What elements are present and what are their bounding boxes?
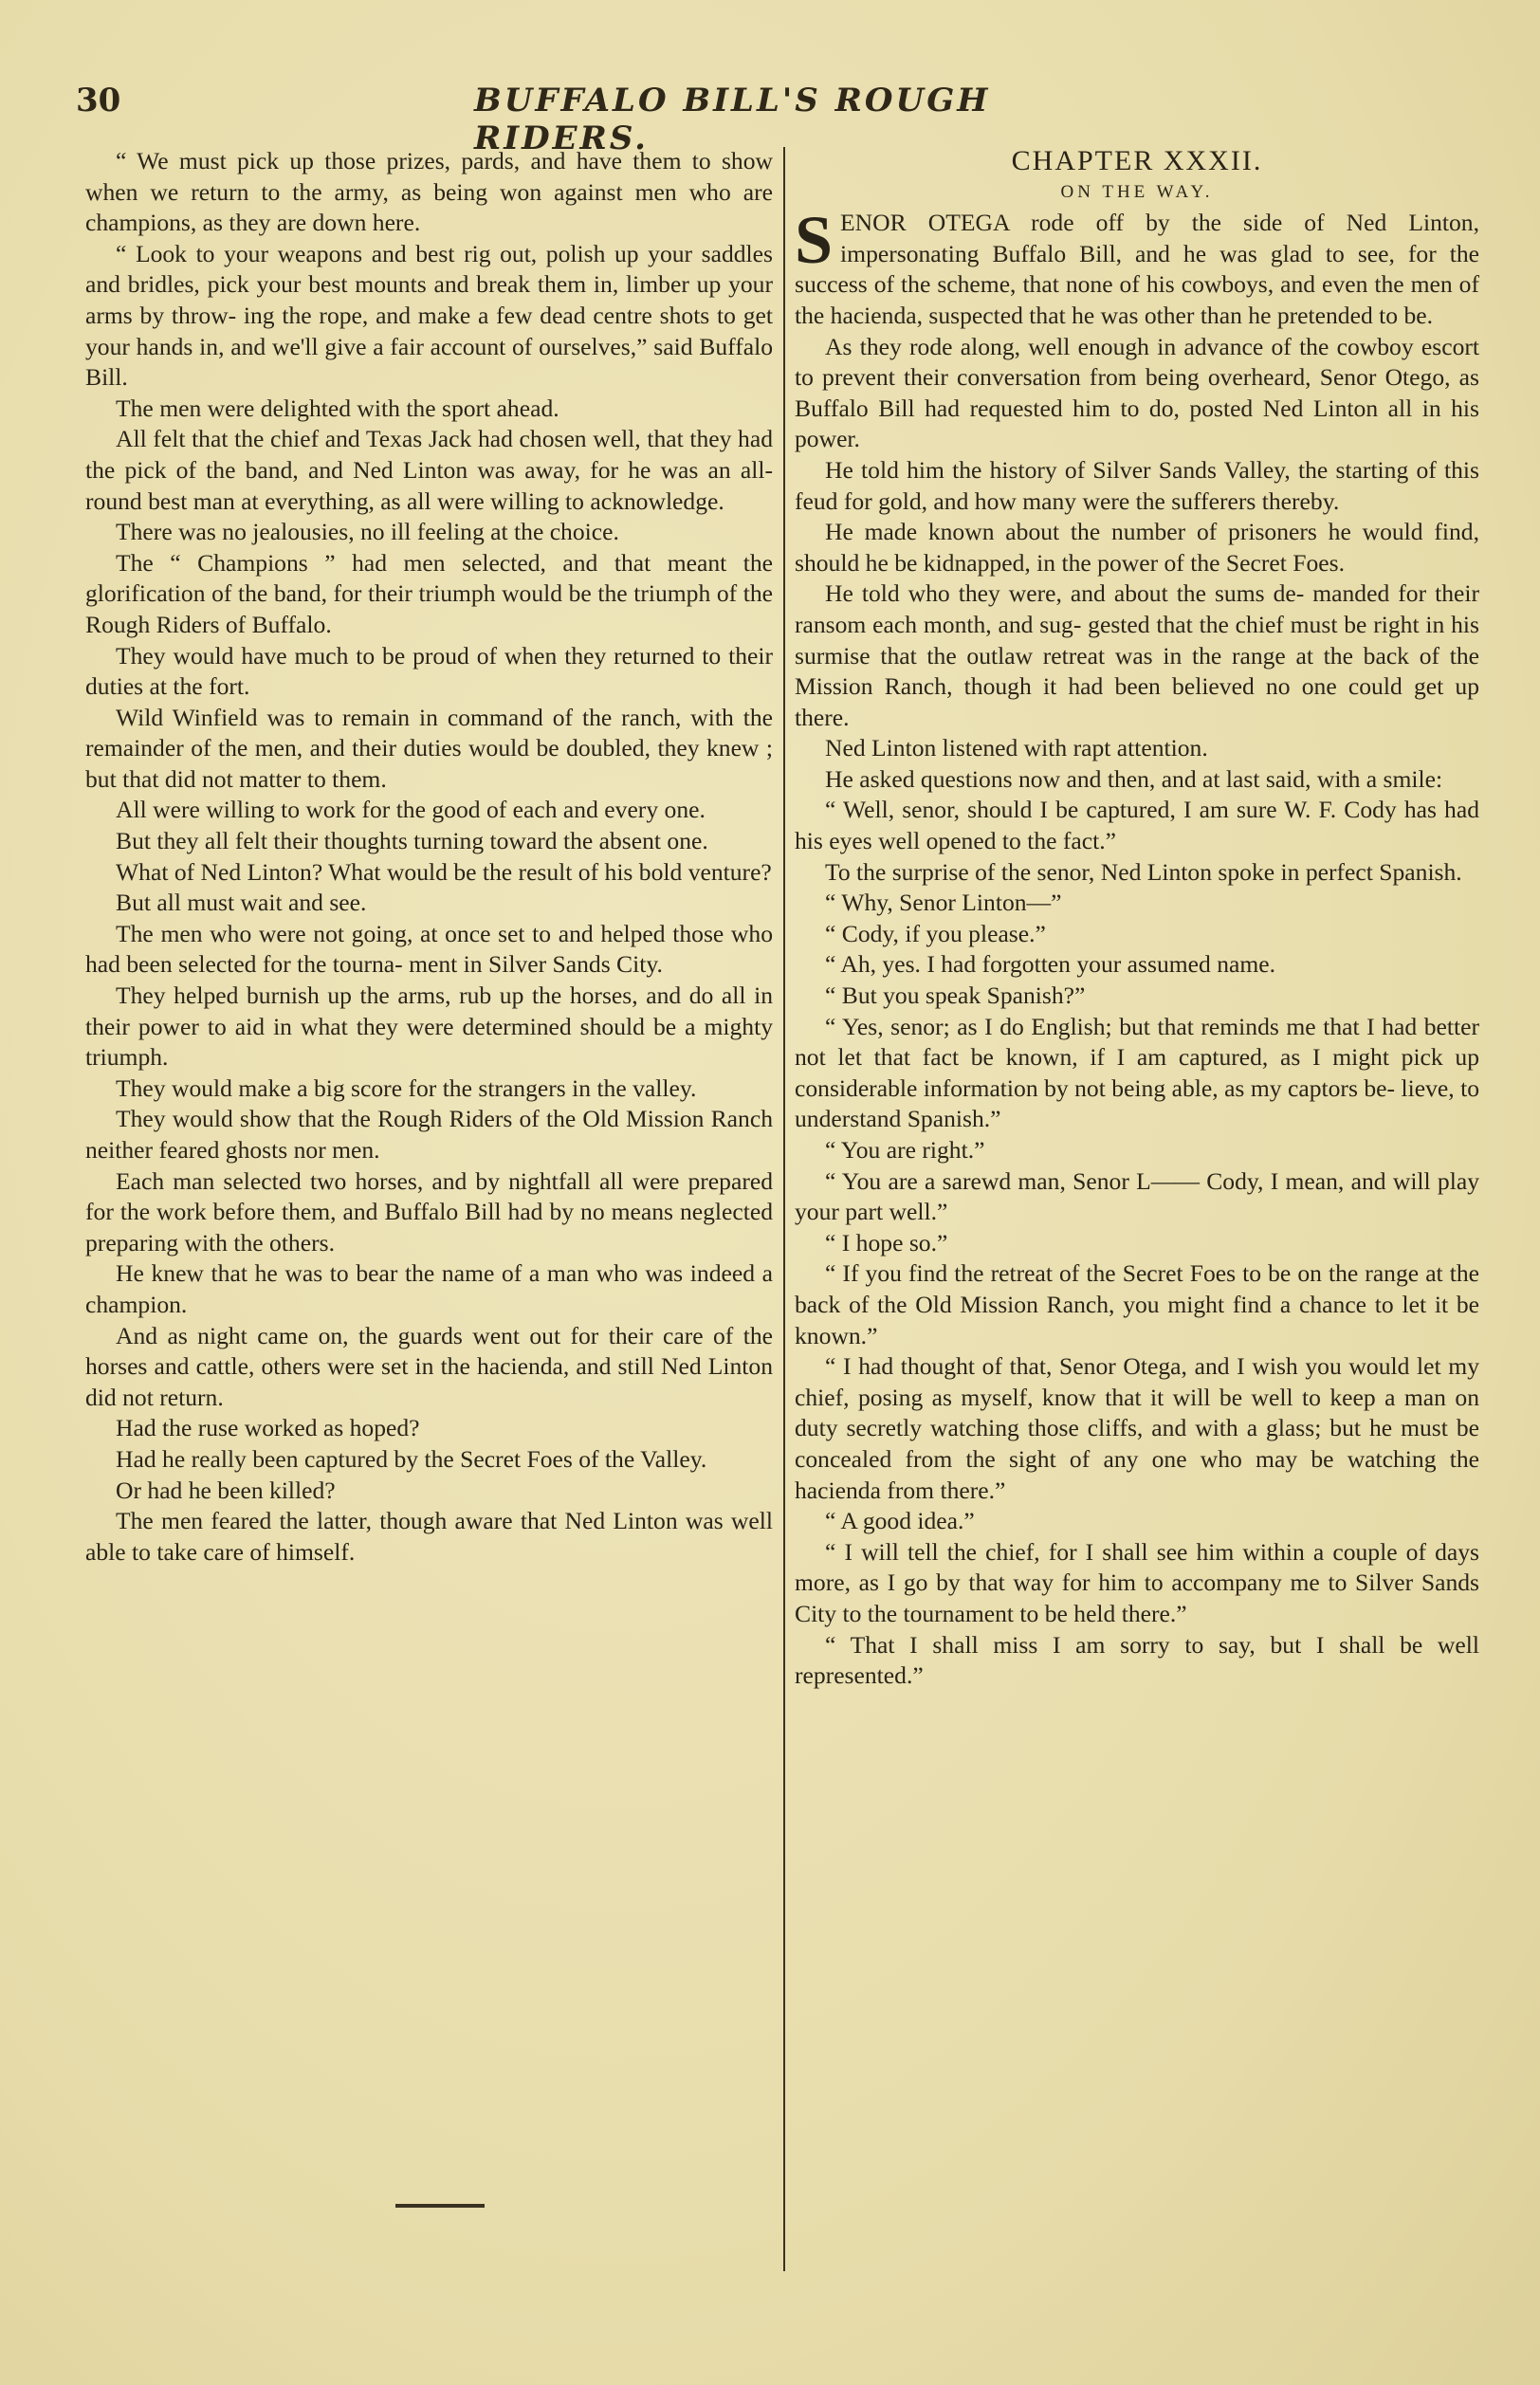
paragraph: All felt that the chief and Texas Jack had chosen well, that they had the pick of the band, and Ned Linton was away, for he was an all- round best man at everything, as all were willing to acknowledge. [85,425,773,515]
paragraph: They would show that the Rough Riders of the Old Mission Ranch neither feared ghosts nor men. [85,1105,773,1164]
page-number: 30 [76,82,121,119]
paragraph: The men feared the latter, though aware that Ned Linton was well able to take care of himself. [85,1507,773,1566]
paragraph: All were willing to work for the good of each and every one. [116,796,706,824]
paragraph: What of Ned Linton? What would be the result of his bold venture? [116,857,772,886]
paragraph: “ You are right.” [825,1136,985,1164]
opening-paragraph [795,202,1479,331]
paragraph: The “ Champions ” had men selected, and that meant the glorification of the band, for their triumph would be the triumph of the Rough Riders of Buffalo. [85,548,773,638]
paragraph: The men who were not going, at once set to and helped those who had been selected for the tourna- ment in Silver Sands City. [85,919,773,979]
paragraph: “ You are a sarewd man, Senor L—— Cody, I mean, and will play your part well.” [795,1166,1479,1226]
paragraph: They would have much to be proud of when they returned to their duties at the fort. [85,641,773,701]
paragraph: They would make a big score for the strangers in the valley. [116,1073,697,1102]
paragraph: “ If you find the retreat of the Secret Foes to be on the range at the back of the Old Mission Ranch, you might find a chance to let it be known.” [795,1259,1479,1349]
column-divider [783,147,785,2271]
paragraph: Or had he been killed? [116,1476,336,1504]
paragraph: “ Why, Senor Linton—” [825,889,1062,917]
paragraph: They helped burnish up the arms, rub up the horses, and do all in their power to aid in what they were determined should be a mighty triumph. [85,982,773,1072]
paragraph: And as night came on, the guards went out for their care of the horses and cattle, others were set in the hacienda, and still Ned Linton did not return. [85,1321,773,1411]
paragraph: “ Ah, yes. I had forgotten your assumed name. [825,950,1276,979]
paragraph: Had the ruse worked as hoped? [116,1414,420,1442]
paragraph: Had he really been captured by the Secret Foes of the Valley. [116,1444,707,1473]
paragraph: “ I will tell the chief, for I shall see him within a couple of days more, as I go by that way for him to accompany me to Silver Sands City to the tournament to be held there.” [795,1537,1479,1627]
paragraph: But all must wait and see. [116,889,367,917]
paragraph: Wild Winfield was to remain in command of the ranch, with the remainder of the men, and their duties would be doubled, they knew ; but that did not matter to them. [85,703,773,793]
section-end-rule [395,2204,485,2208]
paragraph: He made known about the number of prisoners he would find, should he be kidnapped, in the power of the Secret Foes. [795,518,1479,577]
running-head: BUFFALO BILL'S ROUGH RIDERS. [474,82,991,157]
right-column [795,146,1479,1692]
left-column [85,146,773,1568]
paragraph: The men were delighted with the sport ahead. [116,394,559,422]
drop-cap: S [795,202,834,279]
paragraph: He knew that he was to bear the name of a man who was indeed a champion. [85,1259,773,1318]
paragraph: “ That I shall miss I am sorry to say, but I shall be well represented.” [795,1630,1479,1690]
chapter-number: CHAPTER XXXII. [1011,145,1263,176]
paragraph: “ But you speak Spanish?” [825,982,1086,1010]
paragraph: He asked questions now and then, and at last said, with a smile: [825,764,1443,793]
paragraph: “ Cody, if you please.” [825,919,1046,947]
paragraph: “ I hope so.” [825,1228,948,1257]
paragraph: As they rode along, well enough in advance of the cowboy escort to prevent their conversation from being overheard, Senor Otego, as Buffalo Bill had requested him to do, posted Ned Linton all in his power. [795,332,1479,453]
opening-paragraph-text: ENOR OTEGA rode off by the side of Ned Linton, impersonating Buffalo Bill, and he was glad to see, for the success of the scheme, that none of his cowboys, and even the men of the hacienda, suspected that he was other than he pretended to be. [795,209,1479,329]
paragraph: “ Look to your weapons and best rig out, polish up your saddles and bridles, pick your best mounts and break them in, limber up your arms by throw- ing the rope, and make a few dead centre shots to get your hands in, and we'll give a fair account of ourselves,” said Buffalo Bill. [85,239,773,392]
paragraph: “ A good idea.” [825,1507,975,1535]
paragraph: He told who they were, and about the sums de- manded for their ransom each month, and sug- gested that the chief must be right in his surmise that the outlaw retreat was in the range at the back of the Mission Ranch, though it had been believed no one could get up there. [795,579,1479,731]
paragraph: There was no jealousies, no ill feeling at the choice. [116,518,619,546]
paragraph: But they all felt their thoughts turning toward the absent one. [116,827,708,855]
chapter-title: ON THE WAY. [1060,181,1214,202]
paragraph: “ Well, senor, should I be captured, I am sure W. F. Cody has had his eyes well opened to the fact.” [795,796,1479,855]
paragraph: To the surprise of the senor, Ned Linton spoke in perfect Spanish. [825,857,1462,886]
paragraph: Each man selected two horses, and by nightfall all were prepared for the work before them, and Buffalo Bill had by no means neglected preparing with the others. [85,1166,773,1257]
paragraph: “ I had thought of that, Senor Otega, and I wish you would let my chief, posing as myself, know that it will be well to keep a man on duty secretly watching those cliffs, and with a glass; but he must be concealed from the sight of any one who may be watching the hacienda from there.” [795,1352,1479,1504]
paragraph: “ We must pick up those prizes, pards, and have them to show when we return to the army, as being won against men who are champions, as they are down here. [85,147,773,237]
paragraph: He told him the history of Silver Sands Valley, the starting of this feud for gold, and how many were the sufferers thereby. [795,455,1479,515]
paragraph: “ Yes, senor; as I do English; but that reminds me that I had better not let that fact be known, if I am captured, as I might pick up considerable information by not being able, as my captors be- lieve, to understand Spanish.” [795,1012,1479,1133]
paragraph: Ned Linton listened with rapt attention. [825,734,1208,762]
